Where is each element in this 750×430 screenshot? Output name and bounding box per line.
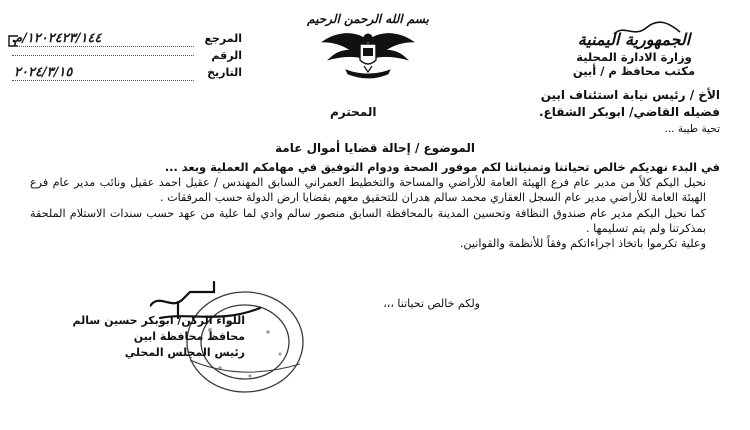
number-label: الرقم (211, 49, 242, 62)
letter-body (30, 160, 720, 251)
signatory-name: اللواء الركن/ ابوبكر حسين سالم (72, 314, 245, 327)
republic-title: الجمهورية اليمنية (577, 30, 691, 49)
ref-row (12, 30, 242, 47)
recipient-line1: الأخ / رئيس نيابة استئناف ابين (540, 88, 720, 102)
date-value: ٢٠٢٤/٣/١٥ (12, 65, 194, 81)
recipient-line2: فضيله القاضي/ ابوبكر الشقاع. (539, 105, 720, 119)
basmala: بسم الله الرحمن الرحيم (307, 12, 429, 26)
number-row (12, 47, 242, 64)
signature-block (45, 313, 245, 361)
subject-line: الموضوع / إحالة قضايا أموال عامة (274, 141, 476, 155)
closing-line: ولكم خالص تحياتنا ،،، (383, 297, 480, 310)
yemen-eagle-emblem-icon (298, 12, 438, 82)
reference-block (12, 30, 242, 81)
recipient-block (30, 87, 720, 138)
body-paragraph-3: كما نحيل اليكم مدير عام صندوق النظافة وتحسين المدينة بالمحافظة السابق منصور سالم وادي لما علية من عهد حسب سندات الاستلام الملحقة بمذكرتنا ولم يتم تسليمها . (30, 206, 706, 235)
ref-value: ١٢٠٢٤٢٣/١٤٤/م (12, 31, 194, 47)
date-label: التاريخ (207, 66, 242, 79)
body-paragraph-4: وعلية تكرموا باتخاذ اجراءاتكم وفقاً للأنظمة والقوانين. (459, 237, 706, 251)
office-name: مكتب محافظ م / أبين (572, 64, 696, 79)
body-paragraph-1: في البدء نهديكم خالص تحياتنا وتمنياتنا لكم موفور الصحة ودوام التوفيق في مهامكم العملية وبعد ... (164, 160, 720, 174)
body-paragraph-2: نحيل اليكم كلاً من مدير عام فرع الهيئة العامة للأراضي والمساحة والتخطيط العمراني السابق المهندس / عقيل احمد عقيل ونائب مدير عام فرع الهيئة العامة للأراضي مدير عام السجل العقاري محمد سالم هدران للتحقيق معهم بقضايا ارض الدولة حسب المرفقات . (30, 176, 706, 205)
ministry-name: وزارة الادارة المحلية (576, 50, 692, 64)
recipient-row (30, 104, 720, 121)
greeting: تحية طيبة ... (664, 123, 720, 135)
honorific: المحترم (330, 105, 377, 119)
date-row (12, 64, 242, 81)
number-value (12, 55, 194, 56)
signatory-title-1: محافظ محافظة ابين (133, 330, 245, 343)
letterhead-right (534, 30, 734, 79)
signatory-title-2: رئيس المجلس المحلي (124, 346, 245, 359)
ref-label: المرجع (204, 32, 242, 45)
